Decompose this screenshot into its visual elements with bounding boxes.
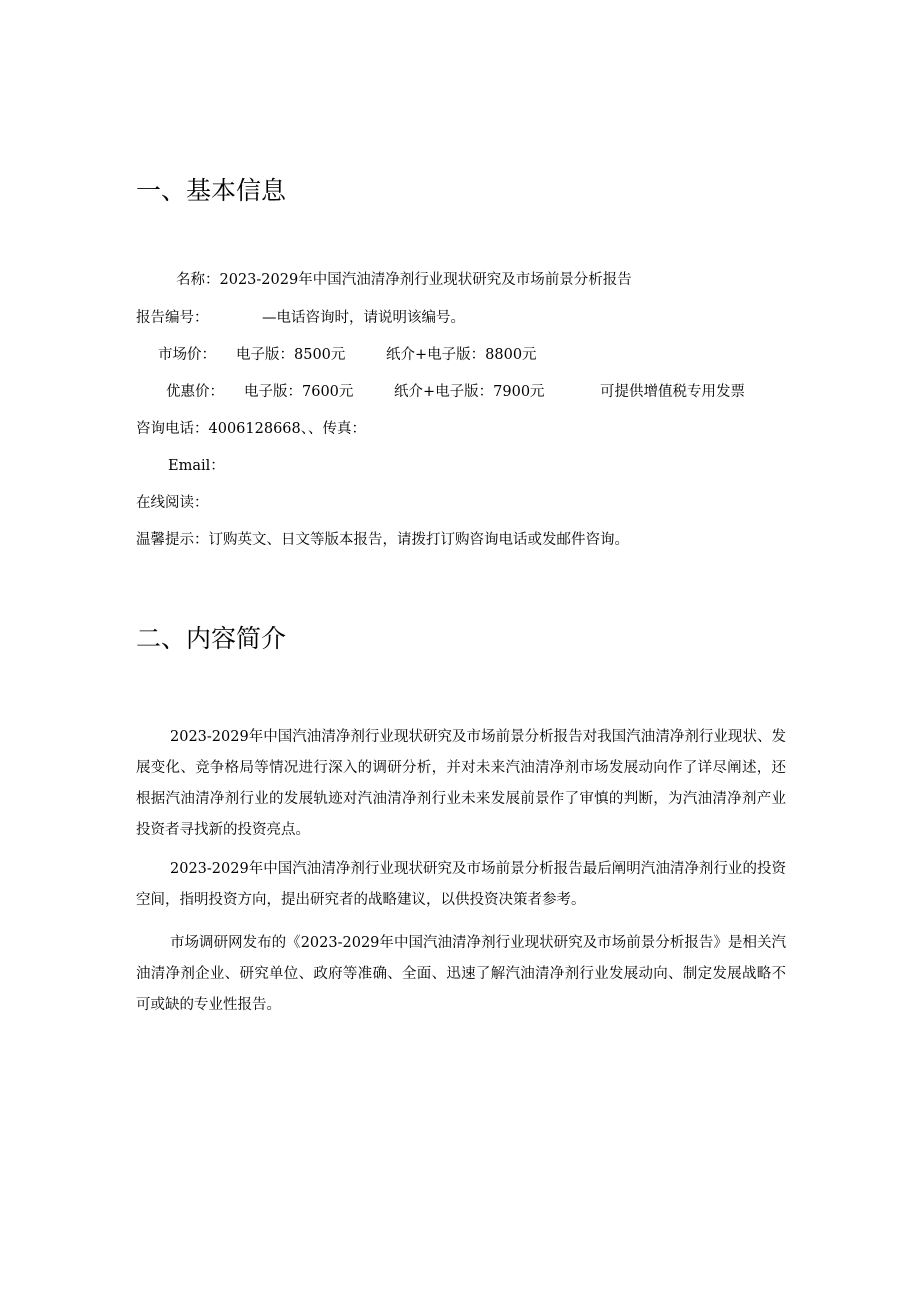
contact-phone-fax: 咨询电话：4006128668、、传真：	[136, 421, 367, 437]
market-price-paper-electronic: 纸介+电子版：8800元	[386, 347, 537, 363]
report-number-label: 报告编号：	[136, 310, 209, 326]
market-price-label: 市场价：	[158, 347, 216, 363]
summary-paragraph-1: 2023-2029年中国汽油清净剂行业现状研究及市场前景分析报告对我国汽油清净剂行业现状、发展变化、竞争格局等情况进行深入的调研分析，并对未来汽油清净剂市场发展动向作了详尽阐述，还根据汽油清净剂行业的发展轨迹对汽油清净剂行业未来发展前景作了审慎的判断，为汽油清净剂产业投资者寻找新的投资亮点。	[136, 729, 786, 838]
summary-paragraph-3: 市场调研网发布的《2023-2029年中国汽油清净剂行业现状研究及市场前景分析报告》是相关汽油清净剂企业、研究单位、政府等准确、全面、迅速了解汽油清净剂行业发展动向、制定发展战略不可或缺的专业性报告。	[136, 935, 786, 1013]
report-name: 名称：2023-2029年中国汽油清净剂行业现状研究及市场前景分析报告	[176, 272, 632, 288]
report-number-note: —电话咨询时，请说明该编号。	[262, 310, 465, 326]
online-reading-label: 在线阅读：	[136, 495, 209, 511]
discount-price-label: 优惠价：	[166, 384, 224, 400]
section-heading-basic-info: 一、基本信息	[136, 176, 287, 205]
ordering-tip: 温馨提示：订购英文、日文等版本报告，请拨打订购咨询电话或发邮件咨询。	[136, 532, 629, 548]
discount-price-electronic: 电子版：7600元	[244, 384, 354, 400]
summary-paragraph-2: 2023-2029年中国汽油清净剂行业现状研究及市场前景分析报告最后阐明汽油清净剂行业的投资空间，指明投资方向，提出研究者的战略建议，以供投资决策者参考。	[136, 861, 786, 908]
discount-price-paper-electronic: 纸介+电子版：7900元	[394, 384, 545, 400]
market-price-electronic: 电子版：8500元	[236, 347, 346, 363]
section-heading-content-summary: 二、内容简介	[136, 624, 287, 653]
invoice-note: 可提供增值税专用发票	[600, 384, 745, 400]
email-label: Email：	[168, 458, 225, 474]
